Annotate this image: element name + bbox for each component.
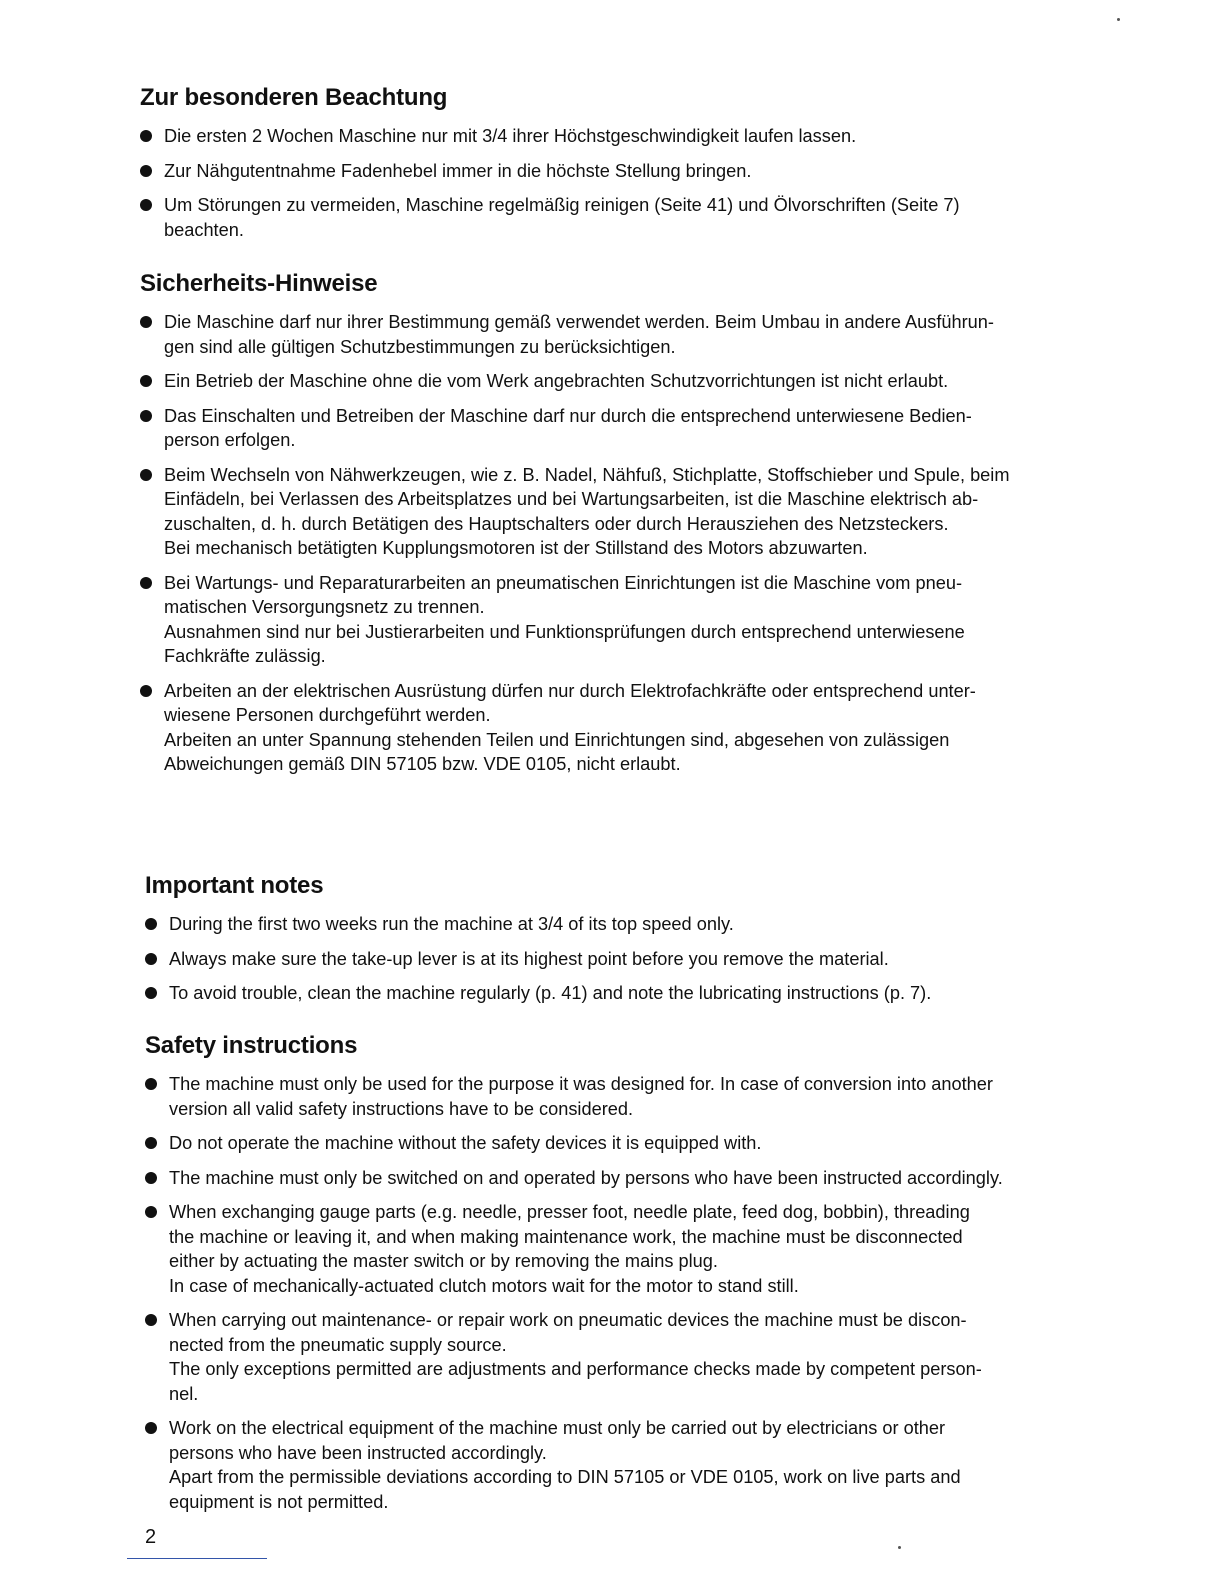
- item-line: To avoid trouble, clean the machine regularly (p. 41) and note the lubricating instructions (p. 7).: [169, 983, 932, 1003]
- item-line: the machine or leaving it, and when making maintenance work, the machine must be disconnected: [169, 1226, 963, 1247]
- bullet-icon: [140, 469, 152, 481]
- english-notes-heading: Important notes: [145, 872, 324, 899]
- item-line: wiesene Personen durchgeführt werden.: [164, 705, 491, 725]
- list-item: [143, 1416, 1119, 1514]
- list-item: [143, 1200, 1119, 1298]
- item-line: version all valid safety instructions have to be considered.: [169, 1098, 634, 1119]
- item-line: Ein Betrieb der Maschine ohne die vom Werk angebrachten Schutzvorrichtungen ist nicht erlaubt.: [164, 371, 949, 391]
- bullet-icon: [140, 130, 152, 142]
- list-item: [138, 404, 1114, 453]
- item-line: In case of mechanically-actuated clutch motors wait for the motor to stand still.: [169, 1275, 799, 1296]
- bullet-icon: [140, 316, 152, 328]
- item-line: Apart from the permissible deviations according to DIN 57105 or VDE 0105, work on live parts and: [169, 1467, 961, 1487]
- list-item: [138, 571, 1114, 669]
- bullet-icon: [140, 685, 152, 697]
- scan-speck: [898, 1546, 901, 1549]
- list-item: [138, 124, 1114, 149]
- list-item: [143, 947, 1119, 972]
- footer-rule: [127, 1558, 267, 1559]
- item-line: Fachkräfte zulässig.: [164, 646, 326, 666]
- item-line: either by actuating the master switch or by removing the mains plug.: [169, 1251, 718, 1271]
- item-line: Arbeiten an unter Spannung stehenden Teilen und Einrichtungen sind, abgesehen von zulässigen: [164, 729, 950, 750]
- german-notes-list: [138, 124, 1114, 242]
- item-line: Das Einschalten und Betreiben der Maschine darf nur durch die entsprechend unterwiesene Bedien-: [164, 405, 972, 426]
- item-line: Um Störungen zu vermeiden, Maschine regelmäßig reinigen (Seite 41) und Ölvorschriften (Seite 7): [164, 195, 960, 215]
- list-item: [138, 369, 1114, 394]
- list-item: [143, 1072, 1119, 1121]
- item-line: Beim Wechseln von Nähwerkzeugen, wie z. B. Nadel, Nähfuß, Stichplatte, Stoffschieber und Spule, beim: [164, 464, 1010, 485]
- english-notes-section: [143, 872, 1119, 1016]
- bullet-icon: [145, 1137, 157, 1149]
- bullet-icon: [140, 165, 152, 177]
- german-notes-section: [138, 84, 1114, 252]
- item-line: equipment is not permitted.: [169, 1491, 389, 1512]
- item-line: Abweichungen gemäß DIN 57105 bzw. VDE 0105, nicht erlaubt.: [164, 754, 681, 774]
- bullet-icon: [145, 918, 157, 930]
- item-line: gen sind alle gültigen Schutzbestimmungen zu berücksichtigen.: [164, 336, 676, 357]
- item-line: Zur Nähgutentnahme Fadenhebel immer in die höchste Stellung bringen.: [164, 160, 752, 181]
- item-line: Die Maschine darf nur ihrer Bestimmung gemäß verwendet werden. Beim Umbau in andere Ausführun-: [164, 312, 994, 332]
- item-line: The only exceptions permitted are adjustments and performance checks made by competent person-: [169, 1359, 982, 1379]
- bullet-icon: [145, 1172, 157, 1184]
- item-line: nected from the pneumatic supply source.: [169, 1334, 507, 1355]
- scan-speck: [1117, 18, 1120, 21]
- item-line: When exchanging gauge parts (e.g. needle, presser foot, needle plate, feed dog, bobbin), threading: [169, 1202, 970, 1222]
- bullet-icon: [145, 953, 157, 965]
- item-line: During the first two weeks run the machine at 3/4 of its top speed only.: [169, 914, 734, 934]
- item-line: Ausnahmen sind nur bei Justierarbeiten und Funktionsprüfungen durch entsprechend unterwiesene: [164, 621, 965, 642]
- list-item: [143, 1131, 1119, 1156]
- bullet-icon: [140, 577, 152, 589]
- item-line: Arbeiten an der elektrischen Ausrüstung dürfen nur durch Elektrofachkräfte oder entsprechend unter-: [164, 680, 976, 701]
- item-line: Always make sure the take-up lever is at its highest point before you remove the material.: [169, 948, 889, 969]
- list-item: [143, 1166, 1119, 1191]
- list-item: [138, 159, 1114, 184]
- item-line: persons who have been instructed accordingly.: [169, 1442, 547, 1463]
- bullet-icon: [140, 375, 152, 387]
- list-item: [138, 679, 1114, 777]
- bullet-icon: [140, 199, 152, 211]
- item-line: matischen Versorgungsnetz zu trennen.: [164, 597, 485, 617]
- item-line: Do not operate the machine without the safety devices it is equipped with.: [169, 1133, 762, 1153]
- bullet-icon: [145, 1314, 157, 1326]
- list-item: [138, 463, 1114, 561]
- item-line: Bei Wartungs- und Reparaturarbeiten an pneumatischen Einrichtungen ist die Maschine vom pneu-: [164, 572, 963, 593]
- item-line: The machine must only be switched on and operated by persons who have been instructed accordingly.: [169, 1167, 1003, 1188]
- item-line: Bei mechanisch betätigten Kupplungsmotoren ist der Stillstand des Motors abzuwarten.: [164, 538, 868, 558]
- german-safety-heading: Sicherheits-Hinweise: [140, 270, 378, 297]
- german-safety-list: [138, 310, 1114, 777]
- english-safety-section: [143, 1032, 1119, 1524]
- item-line: nel.: [169, 1383, 199, 1404]
- bullet-icon: [145, 1078, 157, 1090]
- english-safety-list: [143, 1072, 1119, 1514]
- item-line: When carrying out maintenance- or repair work on pneumatic devices the machine must be discon-: [169, 1310, 967, 1330]
- bullet-icon: [140, 410, 152, 422]
- bullet-icon: [145, 987, 157, 999]
- english-notes-list: [143, 912, 1119, 1006]
- item-line: Einfädeln, bei Verlassen des Arbeitsplatzes und bei Wartungsarbeiten, ist die Maschine elektrisch ab-: [164, 489, 979, 509]
- list-item: [143, 981, 1119, 1006]
- list-item: [143, 1308, 1119, 1406]
- list-item: [138, 310, 1114, 359]
- bullet-icon: [145, 1422, 157, 1434]
- page-number: 2: [145, 1526, 157, 1548]
- item-line: Work on the electrical equipment of the machine must only be carried out by electricians or other: [169, 1418, 946, 1438]
- list-item: [143, 912, 1119, 937]
- german-notes-heading: Zur besonderen Beachtung: [140, 84, 448, 111]
- english-safety-heading: Safety instructions: [145, 1032, 358, 1059]
- german-safety-section: [138, 270, 1114, 787]
- item-line: zuschalten, d. h. durch Betätigen des Hauptschalters oder durch Herausziehen des Netzsteckers.: [164, 513, 949, 534]
- bullet-icon: [145, 1206, 157, 1218]
- item-line: Die ersten 2 Wochen Maschine nur mit 3/4 ihrer Höchstgeschwindigkeit laufen lassen.: [164, 126, 857, 146]
- item-line: person erfolgen.: [164, 430, 296, 450]
- item-line: beachten.: [164, 219, 244, 240]
- list-item: [138, 193, 1114, 242]
- item-line: The machine must only be used for the purpose it was designed for. In case of conversion into another: [169, 1074, 993, 1094]
